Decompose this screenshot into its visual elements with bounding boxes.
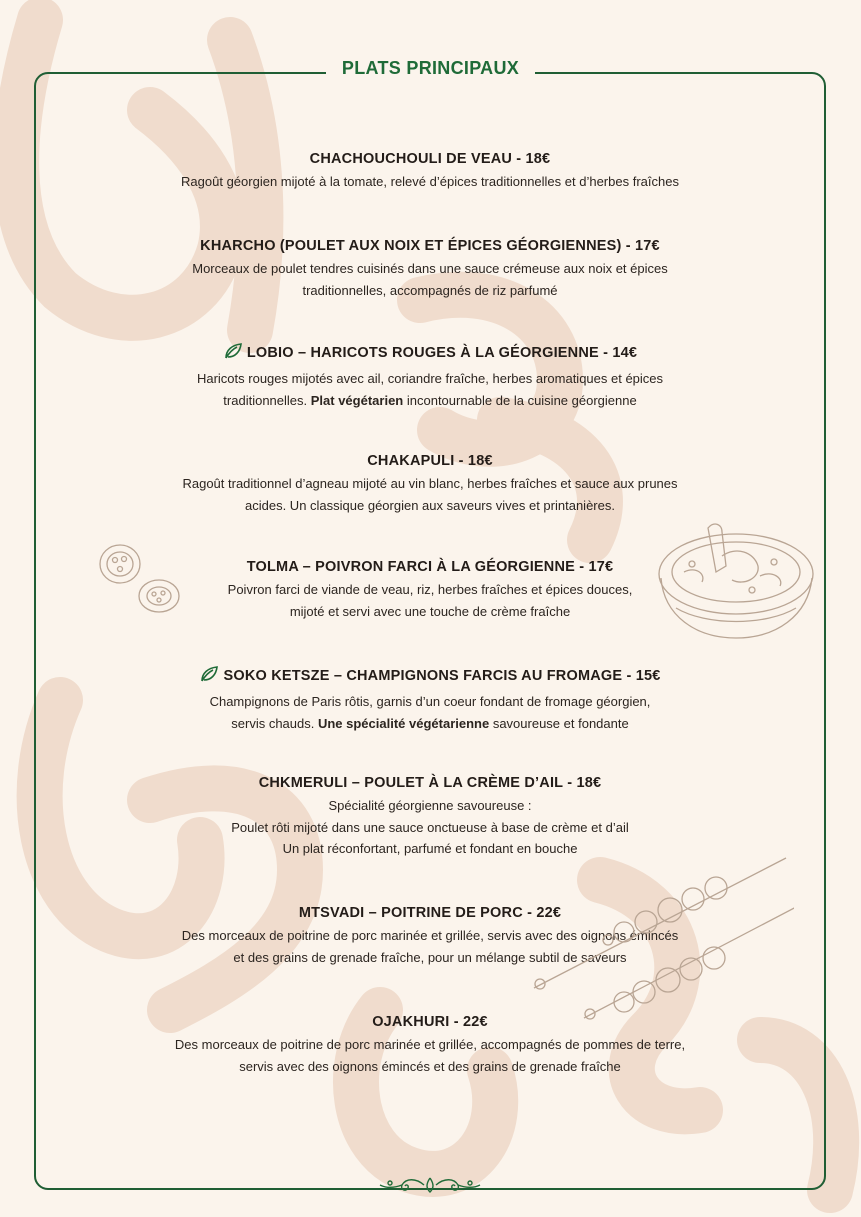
dish-description: [130, 691, 730, 734]
dish-description-line: Des morceaux de poitrine de porc marinée et grillée, servis avec des oignons émincés: [181, 928, 679, 943]
dish-name: LOBIO – HARICOTS ROUGES À LA GÉORGIENNE - 14€: [246, 345, 638, 361]
dish-name: KHARCHO (POULET AUX NOIX ET ÉPICES GÉORGIENNES) - 17€: [200, 238, 660, 254]
dish-item: [130, 557, 730, 622]
dish-item: [130, 236, 730, 301]
dish-name: MTSVADI – POITRINE DE PORC - 22€: [298, 905, 562, 921]
dish-description: [130, 368, 730, 411]
dish-description-line: Spécialité géorgienne savoureuse :: [328, 798, 532, 813]
dish-description-text: incontournable de la cuisine géorgienne: [403, 392, 637, 408]
dish-description: [130, 258, 730, 301]
tomato-slices-illustration: [96, 536, 186, 616]
dish-item: [130, 149, 730, 193]
dish-description-line: servis avec des oignons émincés et des grains de grenade fraîche: [239, 1058, 621, 1074]
dish-name-row: [130, 342, 730, 366]
dish-description: [130, 579, 730, 622]
leaf-icon: [199, 665, 219, 689]
stew-bowl-illustration: [656, 516, 818, 644]
vegetarian-highlight: Plat végétarien: [310, 392, 404, 408]
dish-description-line: Ragoût géorgien mijoté à la tomate, relevé d’épices traditionnelles et d’herbes fraîches: [181, 174, 679, 189]
dish-description-line: Ragoût traditionnel d’agneau mijoté au vin blanc, herbes fraîches et sauce aux prunes: [182, 476, 678, 491]
dish-description-text: servis chauds.: [231, 715, 318, 731]
dish-description-line: Champignons de Paris rôtis, garnis d’un coeur fondant de fromage géorgien,: [209, 694, 651, 709]
dish-description-line: Poulet rôti mijoté dans une sauce onctueuse à base de crème et d’ail: [231, 819, 629, 835]
page-title: PLATS PRINCIPAUX: [326, 58, 535, 79]
dish-name: CHACHOUCHOULI DE VEAU - 18€: [309, 151, 551, 167]
dish-description: [130, 171, 730, 193]
flourish-ornament-icon: [378, 1174, 482, 1201]
dish-description-line: traditionnelles, accompagnés de riz parfumé: [302, 282, 558, 298]
dish-name: CHAKAPULI - 18€: [367, 453, 493, 469]
dish-description-line: Un plat réconfortant, parfumé et fondant en bouche: [282, 841, 578, 856]
dish-description: [130, 1034, 730, 1077]
dish-description-line: acides. Un classique géorgien aux saveurs vives et printanières.: [245, 497, 615, 513]
dish-description-line: Haricots rouges mijotés avec ail, coriandre fraîche, herbes aromatiques et épices: [196, 371, 664, 386]
dish-name: OJAKHURI - 22€: [372, 1014, 488, 1030]
dish-description-line: mijoté et servi avec une touche de crème fraîche: [289, 603, 571, 619]
dish-item: [130, 451, 730, 516]
dish-description: [130, 473, 730, 516]
dish-name: TOLMA – POIVRON FARCI À LA GÉORGIENNE - 17€: [246, 559, 614, 575]
dish-description-line: Des morceaux de poitrine de porc marinée et grillée, accompagnés de pommes de terre,: [174, 1037, 686, 1052]
vegetarian-highlight: Une spécialité végétarienne: [317, 715, 490, 731]
dish-name: SOKO KETSZE – CHAMPIGNONS FARCIS AU FROMAGE - 15€: [223, 668, 661, 684]
dish-item: [130, 773, 730, 860]
dish-item: [130, 665, 730, 734]
dish-description-line: Morceaux de poulet tendres cuisinés dans une sauce crémeuse aux noix et épices: [192, 261, 668, 276]
dish-description-line: Poivron farci de viande de veau, riz, herbes fraîches et épices douces,: [227, 582, 633, 597]
dish-name: CHKMERULI – POULET À LA CRÈME D’AIL - 18€: [258, 775, 602, 791]
dish-name-row: [130, 665, 730, 689]
skewers-illustration: [528, 852, 794, 1024]
dish-description-line: et des grains de grenade fraîche, pour un mélange subtil de saveurs: [233, 949, 627, 965]
dish-description-text: savoureuse et fondante: [489, 715, 629, 731]
leaf-icon: [223, 342, 243, 366]
title-band: [0, 58, 861, 79]
dish-description-text: traditionnelles.: [223, 392, 311, 408]
dish-description: [130, 795, 730, 860]
dish-item: [130, 342, 730, 411]
